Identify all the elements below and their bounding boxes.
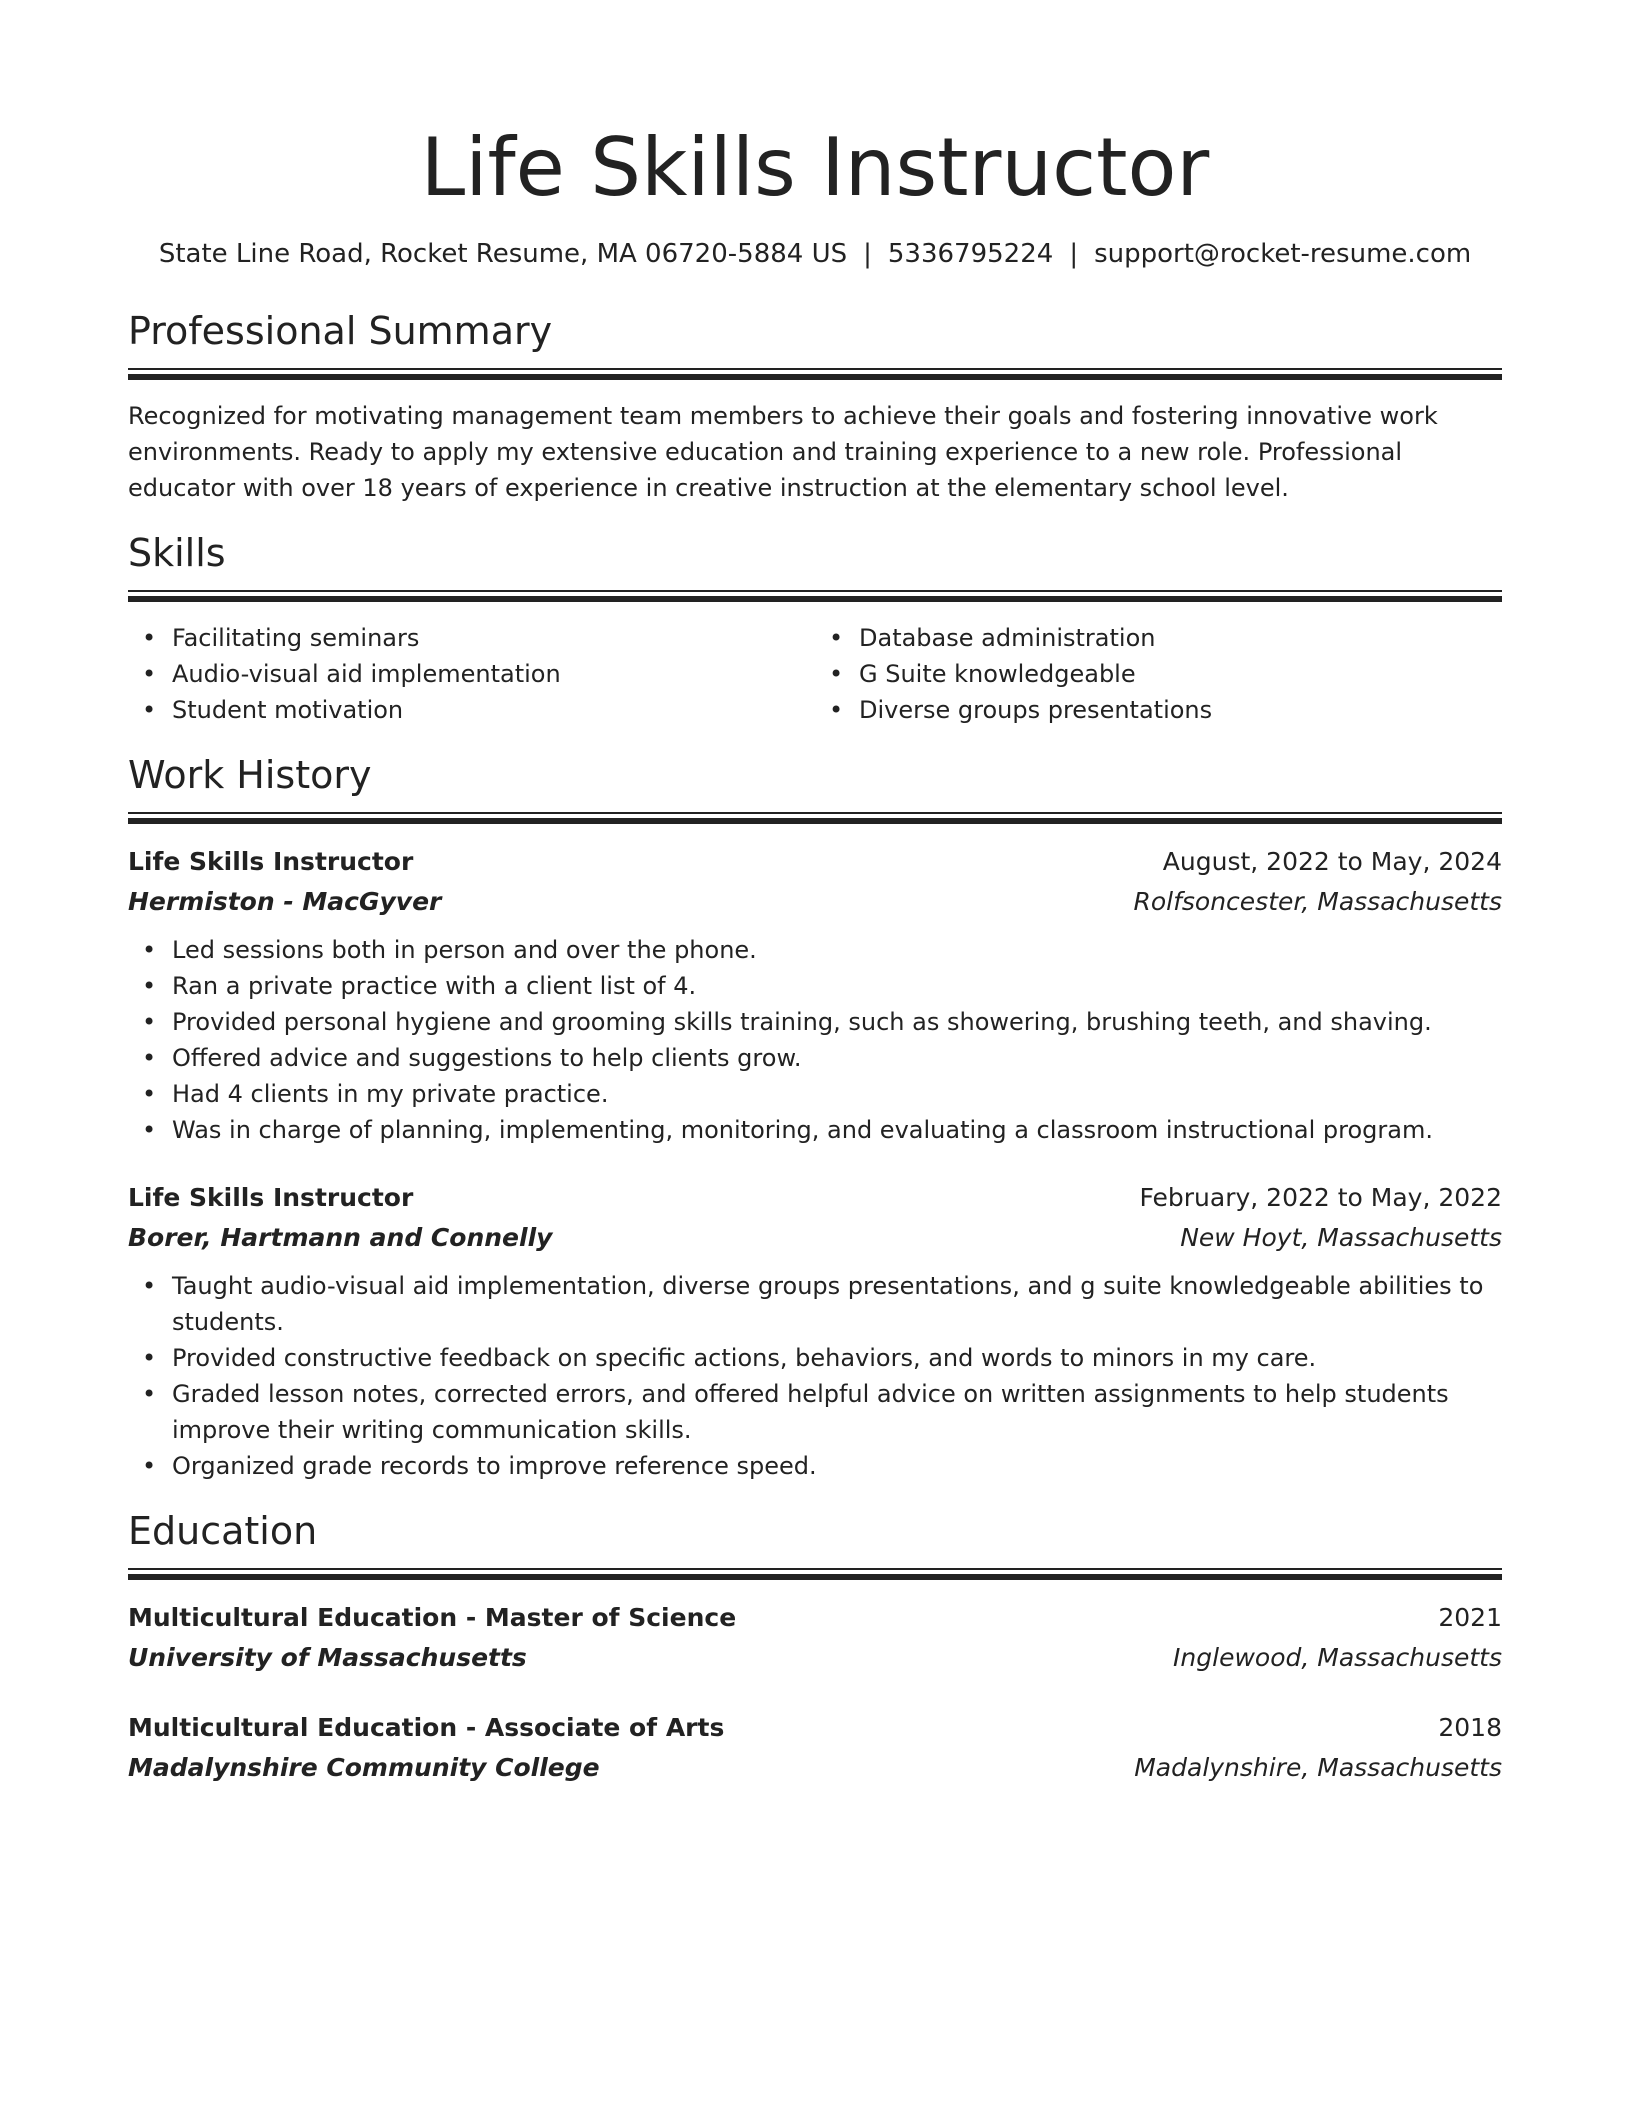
education-heading: Education xyxy=(128,1509,318,1553)
contact-separator: | xyxy=(863,239,872,269)
education-entry xyxy=(128,1598,1502,1678)
contact-line xyxy=(128,236,1502,272)
skills-heading: Skills xyxy=(128,531,226,575)
resume-content xyxy=(128,118,1502,1788)
job-bullet: • Provided personal hygiene and grooming skills training, such as showering, brushing teeth, and shaving. xyxy=(128,1004,1502,1040)
work-section xyxy=(128,750,1502,1484)
skills-column-right xyxy=(815,620,1502,728)
summary-heading: Professional Summary xyxy=(128,309,553,353)
section-divider xyxy=(128,1568,1502,1580)
skill-item: • Student motivation xyxy=(128,692,815,728)
job-company-row xyxy=(128,882,1502,922)
education-entry xyxy=(128,1708,1502,1788)
education-location: Inglewood, Massachusetts xyxy=(1173,1643,1502,1672)
job-company: Hermiston - MacGyver xyxy=(128,887,442,916)
skills-grid xyxy=(128,620,1502,728)
job-bullet: • Led sessions both in person and over the phone. xyxy=(128,932,1502,968)
job-bullet: • Organized grade records to improve reference speed. xyxy=(128,1448,1502,1484)
job-entry xyxy=(128,842,1502,1148)
skill-item: • Diverse groups presentations xyxy=(815,692,1502,728)
job-header-row xyxy=(128,842,1502,882)
education-school-row xyxy=(128,1748,1502,1788)
skill-item: • Database administration xyxy=(815,620,1502,656)
job-company-row xyxy=(128,1218,1502,1258)
education-year: 2018 xyxy=(1438,1713,1502,1742)
job-bullet: • Was in charge of planning, implementing, monitoring, and evaluating a classroom instructional program. xyxy=(128,1112,1502,1148)
education-school: University of Massachusetts xyxy=(128,1643,527,1672)
job-location: Rolfsoncester, Massachusetts xyxy=(1133,887,1502,916)
section-divider xyxy=(128,590,1502,602)
job-company: Borer, Hartmann and Connelly xyxy=(128,1223,553,1252)
job-entry xyxy=(128,1178,1502,1484)
contact-phone: 5336795224 xyxy=(887,239,1054,269)
education-section xyxy=(128,1506,1502,1788)
section-divider xyxy=(128,812,1502,824)
job-dates: February, 2022 to May, 2022 xyxy=(1139,1183,1502,1212)
summary-section xyxy=(128,306,1502,506)
job-bullet: • Provided constructive feedback on specific actions, behaviors, and words to minors in my care. xyxy=(128,1340,1502,1376)
job-bullet: • Offered advice and suggestions to help clients grow. xyxy=(128,1040,1502,1076)
skill-item: • Audio-visual aid implementation xyxy=(128,656,815,692)
skill-item: • Facilitating seminars xyxy=(128,620,815,656)
education-school-row xyxy=(128,1638,1502,1678)
education-year: 2021 xyxy=(1438,1603,1502,1632)
job-bullet: • Graded lesson notes, corrected errors, and offered helpful advice on written assignments to help students improve their writing communication skills. xyxy=(128,1376,1502,1448)
skills-column-left xyxy=(128,620,815,728)
education-degree: Multicultural Education - Master of Science xyxy=(128,1603,737,1632)
contact-address: State Line Road, Rocket Resume, MA 06720-5884 US xyxy=(158,239,848,269)
skill-item: • G Suite knowledgeable xyxy=(815,656,1502,692)
job-bullet: • Ran a private practice with a client list of 4. xyxy=(128,968,1502,1004)
job-header-row xyxy=(128,1178,1502,1218)
education-header-row xyxy=(128,1708,1502,1748)
job-location: New Hoyt, Massachusetts xyxy=(1180,1223,1502,1252)
job-position: Life Skills Instructor xyxy=(128,847,414,876)
section-divider xyxy=(128,368,1502,380)
education-degree: Multicultural Education - Associate of Arts xyxy=(128,1713,725,1742)
skills-section xyxy=(128,528,1502,728)
summary-text: Recognized for motivating management team members to achieve their goals and fostering innovative work environments. Ready to apply my extensive education and training experience to a new role. Professional educator with over 18 years of experience in creative instruction at the elementary school level. xyxy=(128,402,1438,502)
contact-email: support@rocket-resume.com xyxy=(1094,239,1472,269)
job-bullet: • Taught audio-visual aid implementation, diverse groups presentations, and g suite knowledgeable abilities to students. xyxy=(128,1268,1502,1340)
contact-separator: | xyxy=(1069,239,1079,269)
education-header-row xyxy=(128,1598,1502,1638)
job-dates: August, 2022 to May, 2024 xyxy=(1162,847,1502,876)
work-heading: Work History xyxy=(128,753,372,797)
education-school: Madalynshire Community College xyxy=(128,1753,600,1782)
resume-title: Life Skills Instructor xyxy=(420,121,1210,214)
job-bullet: • Had 4 clients in my private practice. xyxy=(128,1076,1502,1112)
job-position: Life Skills Instructor xyxy=(128,1183,414,1212)
education-location: Madalynshire, Massachusetts xyxy=(1134,1753,1502,1782)
job-bullets xyxy=(128,932,1502,1148)
job-bullets xyxy=(128,1268,1502,1484)
